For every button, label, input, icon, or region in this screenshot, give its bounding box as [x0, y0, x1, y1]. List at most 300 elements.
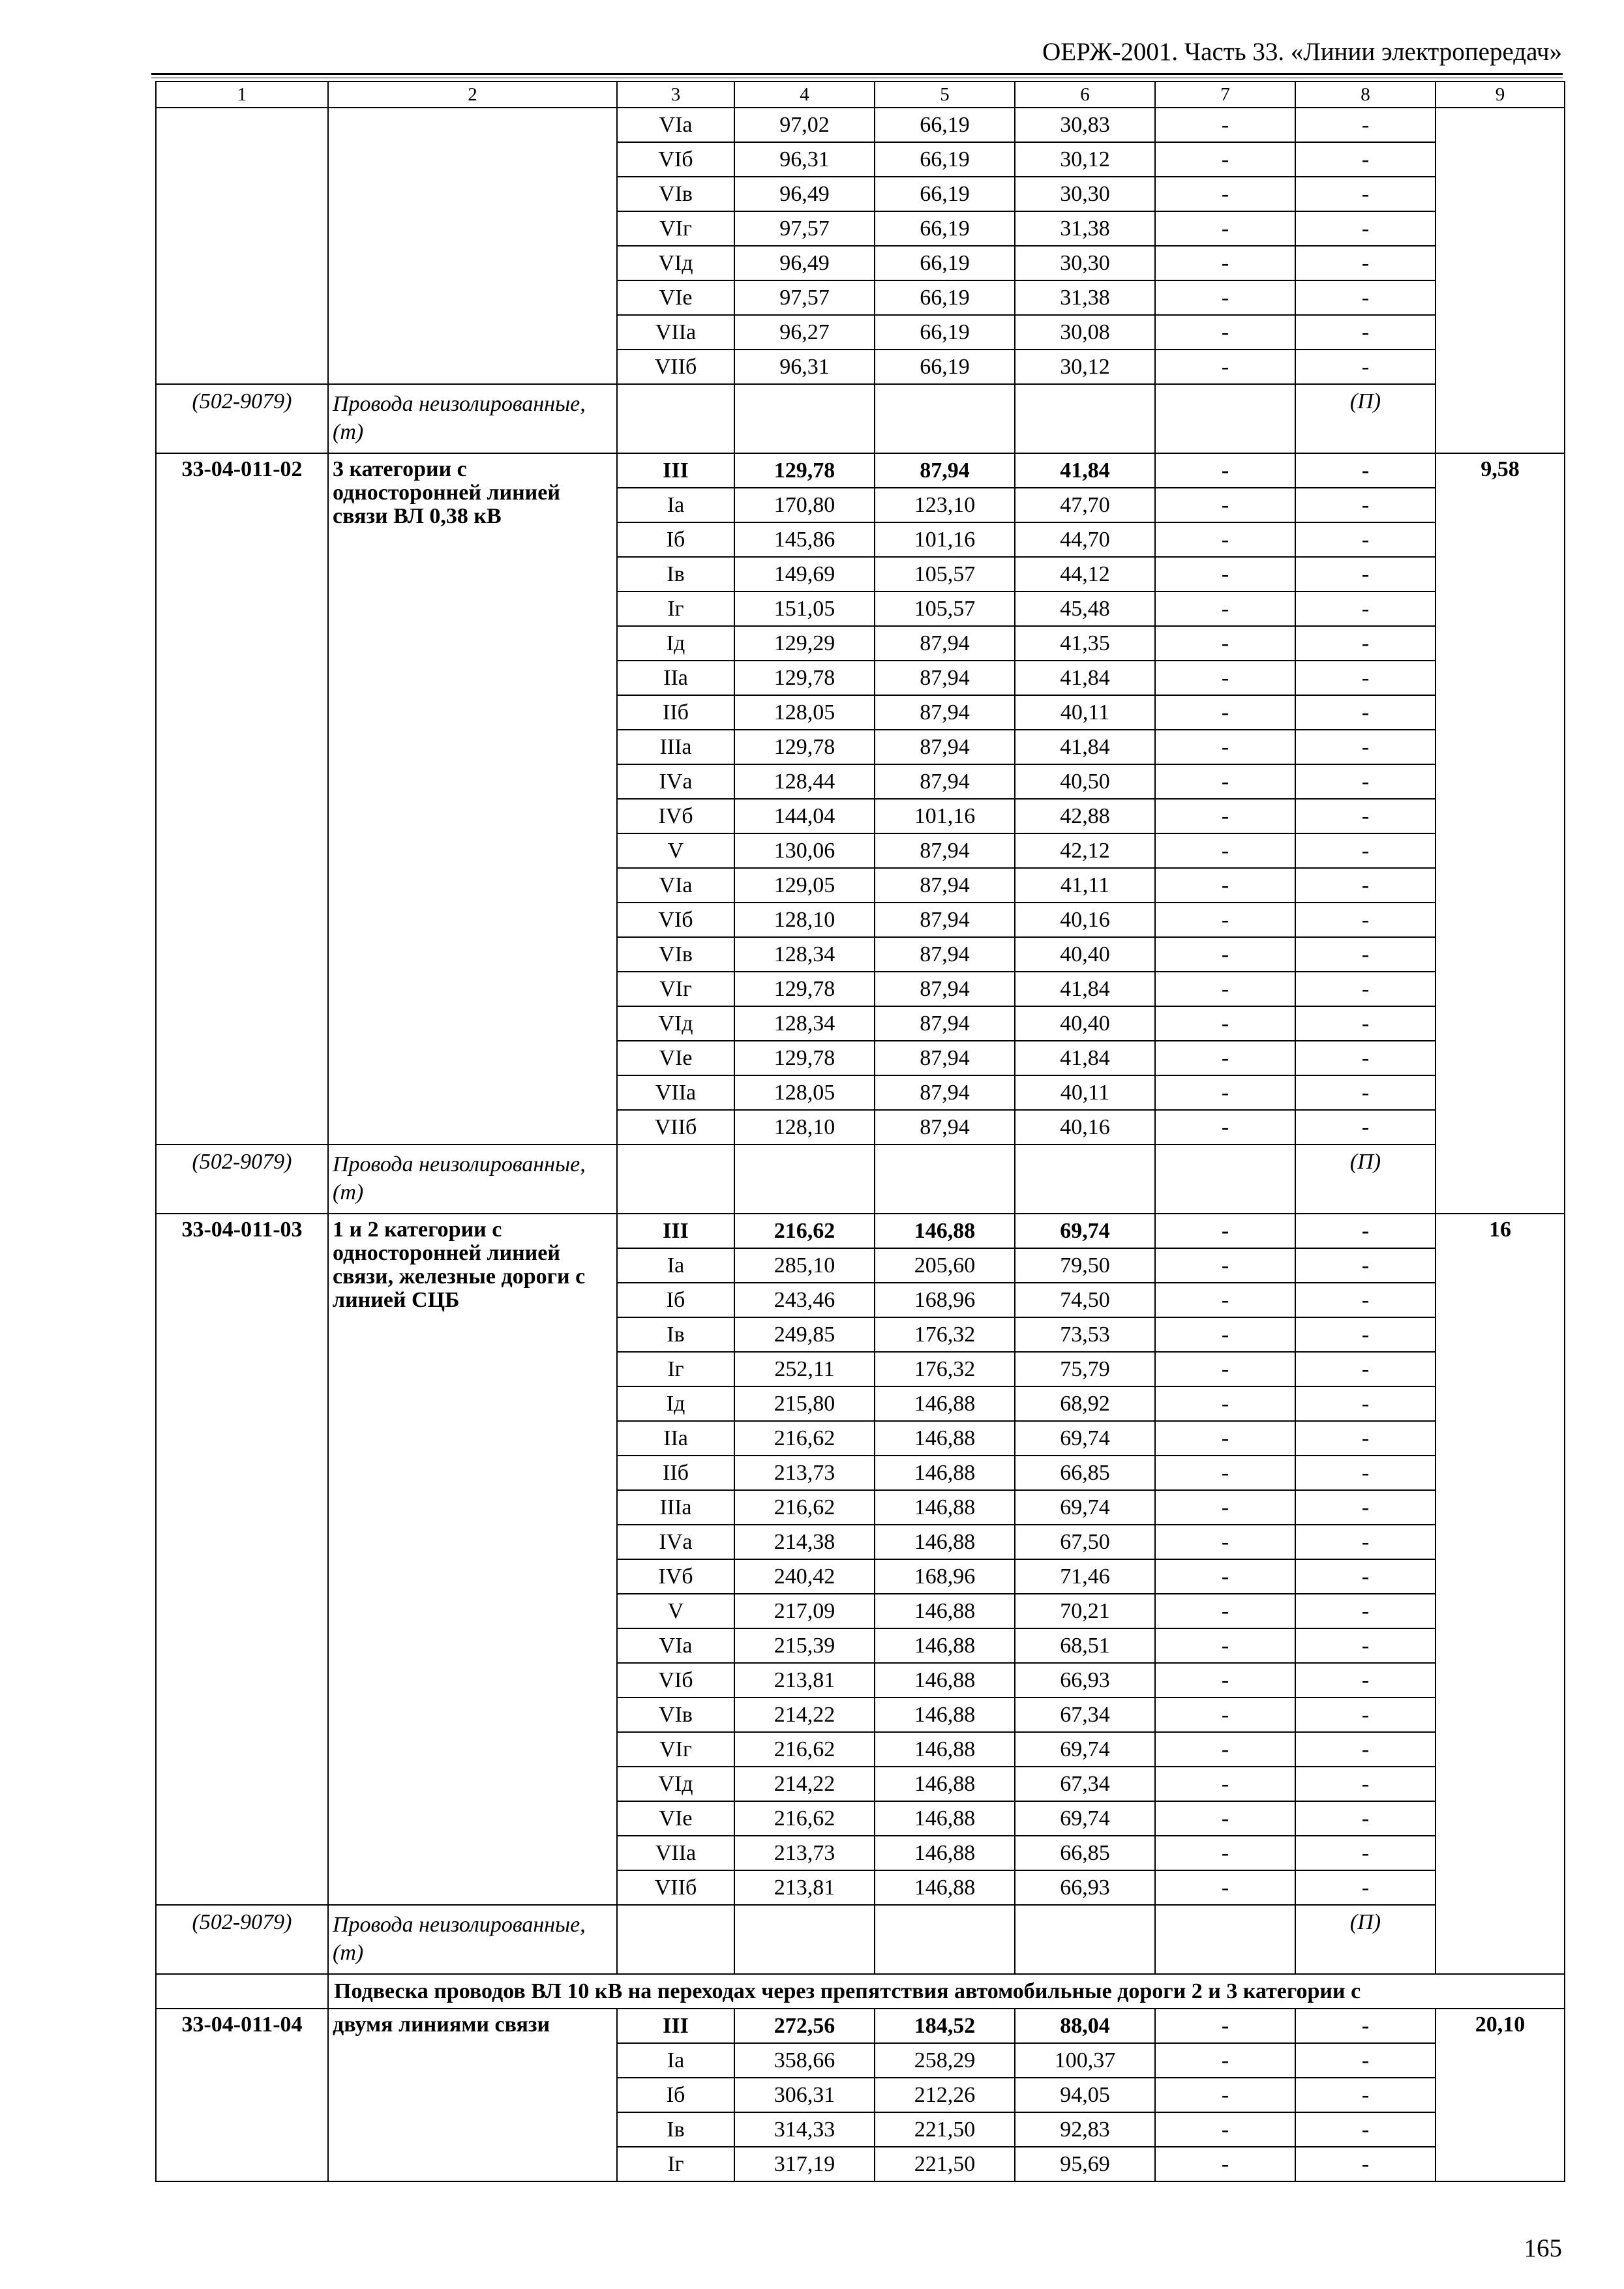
- table-cell: 74,50: [1015, 1283, 1155, 1317]
- material-unit: (П): [1295, 1144, 1436, 1214]
- rate-code: 33-04-011-04: [156, 2009, 328, 2181]
- table-cell: Iа: [617, 1248, 734, 1283]
- table-cell: IVа: [617, 1525, 734, 1559]
- table-cell: 69,74: [1015, 1732, 1155, 1767]
- table-cell: III: [617, 2009, 734, 2043]
- empty-cell: [734, 1905, 875, 1974]
- table-cell: 314,33: [734, 2112, 875, 2147]
- table-cell: -: [1295, 1559, 1436, 1594]
- table-cell: -: [1155, 2043, 1295, 2078]
- empty-cell: [1155, 1144, 1295, 1214]
- table-cell: 87,94: [875, 868, 1015, 903]
- table-cell: 213,81: [734, 1870, 875, 1905]
- table-cell: 30,12: [1015, 142, 1155, 177]
- table-cell: 217,09: [734, 1594, 875, 1628]
- table-cell: 44,70: [1015, 522, 1155, 557]
- table-cell: -: [1295, 177, 1436, 211]
- table-cell: VIг: [617, 211, 734, 246]
- table-cell: 69,74: [1015, 1214, 1155, 1248]
- empty-cell: [156, 1974, 328, 2009]
- table-cell: 96,31: [734, 350, 875, 384]
- table-cell: -: [1155, 591, 1295, 626]
- description-cell: [328, 108, 617, 384]
- table-cell: 146,88: [875, 1594, 1015, 1628]
- table-cell: -: [1155, 488, 1295, 522]
- column-number: 6: [1015, 82, 1155, 108]
- rate-total: 16: [1436, 1214, 1565, 1974]
- table-cell: -: [1295, 799, 1436, 833]
- table-cell: VIв: [617, 937, 734, 972]
- rate-total: 20,10: [1436, 2009, 1565, 2181]
- table-row: [156, 2009, 1565, 2043]
- table-cell: 30,12: [1015, 350, 1155, 384]
- table-cell: Iв: [617, 1317, 734, 1352]
- table-cell: 221,50: [875, 2147, 1015, 2181]
- table-cell: VIв: [617, 177, 734, 211]
- table-cell: 87,94: [875, 1110, 1015, 1144]
- table-cell: -: [1295, 453, 1436, 488]
- material-row: [156, 1144, 1565, 1214]
- table-cell: Iа: [617, 2043, 734, 2078]
- table-cell: -: [1295, 868, 1436, 903]
- table-cell: -: [1295, 1663, 1436, 1698]
- table-cell: -: [1295, 1041, 1436, 1075]
- table-cell: -: [1295, 1214, 1436, 1248]
- section-title: Подвеска проводов ВЛ 10 кВ на переходах через препятствия автомобильные дороги 2 и 3 категории с: [328, 1974, 1565, 2009]
- table-cell: 73,53: [1015, 1317, 1155, 1352]
- table-cell: 100,37: [1015, 2043, 1155, 2078]
- table-cell: -: [1155, 1248, 1295, 1283]
- table-cell: -: [1155, 211, 1295, 246]
- table-cell: -: [1155, 1559, 1295, 1594]
- table-cell: 42,12: [1015, 833, 1155, 868]
- table-cell: -: [1155, 2147, 1295, 2181]
- table-cell: -: [1295, 2009, 1436, 2043]
- table-cell: 216,62: [734, 1421, 875, 1456]
- table-cell: VIIа: [617, 1075, 734, 1110]
- table-cell: VIа: [617, 868, 734, 903]
- table-cell: -: [1155, 142, 1295, 177]
- table-cell: 47,70: [1015, 488, 1155, 522]
- table-cell: 146,88: [875, 1490, 1015, 1525]
- table-cell: 130,06: [734, 833, 875, 868]
- table-cell: -: [1155, 799, 1295, 833]
- table-cell: -: [1155, 1421, 1295, 1456]
- table-cell: 45,48: [1015, 591, 1155, 626]
- table-cell: -: [1155, 1006, 1295, 1041]
- table-cell: 66,19: [875, 211, 1015, 246]
- table-cell: 44,12: [1015, 557, 1155, 591]
- material-code: (502-9079): [156, 1905, 328, 1974]
- table-cell: 97,57: [734, 211, 875, 246]
- table-cell: 79,50: [1015, 1248, 1155, 1283]
- table-cell: 101,16: [875, 522, 1015, 557]
- table-cell: 30,30: [1015, 177, 1155, 211]
- table-cell: -: [1155, 1525, 1295, 1559]
- table-cell: -: [1155, 1594, 1295, 1628]
- table-cell: 30,08: [1015, 315, 1155, 350]
- table-cell: 66,93: [1015, 1870, 1155, 1905]
- table-cell: 146,88: [875, 1628, 1015, 1663]
- empty-cell: [1015, 1144, 1155, 1214]
- table-cell: 146,88: [875, 1663, 1015, 1698]
- table-cell: -: [1295, 1075, 1436, 1110]
- table-cell: -: [1155, 1663, 1295, 1698]
- table-cell: 146,88: [875, 1870, 1015, 1905]
- rate-description: 3 категории с односторонней линией связи ВЛ 0,38 кВ: [328, 453, 617, 1144]
- table-cell: 215,80: [734, 1386, 875, 1421]
- table-cell: 41,84: [1015, 730, 1155, 764]
- table-cell: 87,94: [875, 1006, 1015, 1041]
- table-cell: 214,22: [734, 1698, 875, 1732]
- table-cell: -: [1295, 661, 1436, 695]
- table-cell: -: [1155, 1283, 1295, 1317]
- table-cell: IIб: [617, 1456, 734, 1490]
- table-cell: 146,88: [875, 1698, 1015, 1732]
- table-cell: 146,88: [875, 1525, 1015, 1559]
- table-cell: 31,38: [1015, 211, 1155, 246]
- table-cell: -: [1155, 764, 1295, 799]
- empty-cell: [875, 1905, 1015, 1974]
- table-cell: Iд: [617, 626, 734, 661]
- table-cell: -: [1155, 661, 1295, 695]
- table-cell: 358,66: [734, 2043, 875, 2078]
- table-cell: 40,11: [1015, 1075, 1155, 1110]
- table-cell: 306,31: [734, 2078, 875, 2112]
- empty-cell: [734, 384, 875, 453]
- table-cell: -: [1295, 2078, 1436, 2112]
- table-cell: -: [1155, 626, 1295, 661]
- table-cell: -: [1155, 1490, 1295, 1525]
- table-cell: III: [617, 453, 734, 488]
- table-cell: -: [1155, 695, 1295, 730]
- table-cell: -: [1295, 2043, 1436, 2078]
- table-cell: -: [1295, 2147, 1436, 2181]
- table-cell: 243,46: [734, 1283, 875, 1317]
- table-cell: 88,04: [1015, 2009, 1155, 2043]
- table-cell: IIа: [617, 1421, 734, 1456]
- table-cell: V: [617, 833, 734, 868]
- table-cell: -: [1295, 1628, 1436, 1663]
- table-cell: Iг: [617, 2147, 734, 2181]
- table-cell: 66,85: [1015, 1836, 1155, 1870]
- table-cell: Iв: [617, 557, 734, 591]
- material-unit: (П): [1295, 1905, 1436, 1974]
- table-cell: VIб: [617, 1663, 734, 1698]
- table-cell: 146,88: [875, 1214, 1015, 1248]
- table-cell: IVа: [617, 764, 734, 799]
- table-cell: -: [1155, 315, 1295, 350]
- table-cell: 146,88: [875, 1801, 1015, 1836]
- material-name: Провода неизолированные, (т): [328, 1905, 617, 1974]
- table-cell: IVб: [617, 799, 734, 833]
- rate-code: 33-04-011-02: [156, 453, 328, 1144]
- table-cell: -: [1295, 1110, 1436, 1144]
- table-cell: 285,10: [734, 1248, 875, 1283]
- table-cell: 30,30: [1015, 246, 1155, 280]
- table-cell: VIе: [617, 280, 734, 315]
- table-cell: -: [1295, 626, 1436, 661]
- table-cell: Iд: [617, 1386, 734, 1421]
- table-cell: 129,78: [734, 661, 875, 695]
- table-cell: 41,84: [1015, 1041, 1155, 1075]
- table-cell: 145,86: [734, 522, 875, 557]
- table-cell: -: [1155, 1732, 1295, 1767]
- table-cell: -: [1155, 177, 1295, 211]
- table-cell: IIIа: [617, 1490, 734, 1525]
- table-cell: -: [1155, 868, 1295, 903]
- table-cell: 67,34: [1015, 1698, 1155, 1732]
- table-cell: -: [1295, 2112, 1436, 2147]
- table-cell: V: [617, 1594, 734, 1628]
- table-cell: -: [1155, 1628, 1295, 1663]
- table-cell: -: [1155, 350, 1295, 384]
- table-cell: -: [1295, 833, 1436, 868]
- table-cell: 75,79: [1015, 1352, 1155, 1386]
- table-cell: -: [1295, 108, 1436, 142]
- table-cell: 96,31: [734, 142, 875, 177]
- table-cell: VIе: [617, 1801, 734, 1836]
- empty-cell: [1015, 384, 1155, 453]
- table-cell: 66,19: [875, 246, 1015, 280]
- column-number: 3: [617, 82, 734, 108]
- table-cell: 144,04: [734, 799, 875, 833]
- table-cell: -: [1155, 833, 1295, 868]
- table-cell: -: [1155, 453, 1295, 488]
- table-cell: -: [1155, 937, 1295, 972]
- table-cell: VIг: [617, 972, 734, 1006]
- table-cell: -: [1295, 1732, 1436, 1767]
- material-unit: (П): [1295, 384, 1436, 453]
- table-cell: VIа: [617, 1628, 734, 1663]
- table-cell: VIд: [617, 246, 734, 280]
- table-cell: -: [1155, 1214, 1295, 1248]
- table-cell: -: [1295, 280, 1436, 315]
- table-cell: 216,62: [734, 1732, 875, 1767]
- rate-code: 33-04-011-03: [156, 1214, 328, 1905]
- table-cell: VIв: [617, 1698, 734, 1732]
- running-header: ОЕРЖ-2001. Часть 33. «Линии электропередач»: [1042, 38, 1562, 66]
- table-cell: VIIа: [617, 1836, 734, 1870]
- table-cell: 41,35: [1015, 626, 1155, 661]
- table-cell: 40,50: [1015, 764, 1155, 799]
- table-cell: 205,60: [875, 1248, 1015, 1283]
- table-cell: 42,88: [1015, 799, 1155, 833]
- rate-description: 1 и 2 категории с односторонней линией связи, железные дороги с линией СЦБ: [328, 1214, 617, 1905]
- table-cell: Iг: [617, 591, 734, 626]
- table-cell: -: [1295, 1801, 1436, 1836]
- table-cell: 31,38: [1015, 280, 1155, 315]
- table-cell: 87,94: [875, 1041, 1015, 1075]
- table-cell: -: [1295, 488, 1436, 522]
- table-cell: -: [1295, 522, 1436, 557]
- table-cell: -: [1155, 972, 1295, 1006]
- table-cell: -: [1295, 1870, 1436, 1905]
- table-cell: -: [1295, 591, 1436, 626]
- empty-cell: [1015, 1905, 1155, 1974]
- table-cell: -: [1155, 2112, 1295, 2147]
- table-cell: -: [1295, 1767, 1436, 1801]
- table-cell: Iб: [617, 1283, 734, 1317]
- table-cell: 149,69: [734, 557, 875, 591]
- table-cell: 128,44: [734, 764, 875, 799]
- table-cell: 66,19: [875, 142, 1015, 177]
- table-cell: -: [1295, 1248, 1436, 1283]
- table-cell: 71,46: [1015, 1559, 1155, 1594]
- table-cell: VIд: [617, 1767, 734, 1801]
- table-cell: 129,78: [734, 453, 875, 488]
- table-cell: 40,40: [1015, 1006, 1155, 1041]
- table-cell: -: [1295, 1594, 1436, 1628]
- table-cell: IVб: [617, 1559, 734, 1594]
- empty-cell: [875, 1144, 1015, 1214]
- table-cell: 67,34: [1015, 1767, 1155, 1801]
- table-cell: 249,85: [734, 1317, 875, 1352]
- table-cell: 87,94: [875, 903, 1015, 937]
- table-cell: 68,92: [1015, 1386, 1155, 1421]
- code-cell: [156, 108, 328, 384]
- table-cell: -: [1155, 1386, 1295, 1421]
- table-cell: 67,50: [1015, 1525, 1155, 1559]
- table-cell: 101,16: [875, 799, 1015, 833]
- rate-description: двумя линиями связи: [328, 2009, 617, 2181]
- table-cell: 168,96: [875, 1559, 1015, 1594]
- table-cell: 184,52: [875, 2009, 1015, 2043]
- empty-cell: [1155, 1905, 1295, 1974]
- table-cell: 128,10: [734, 1110, 875, 1144]
- empty-cell: [617, 384, 734, 453]
- table-cell: -: [1155, 1041, 1295, 1075]
- table-cell: -: [1155, 1870, 1295, 1905]
- table-cell: 69,74: [1015, 1801, 1155, 1836]
- table-cell: 97,02: [734, 108, 875, 142]
- table-cell: 40,40: [1015, 937, 1155, 972]
- table-cell: VIб: [617, 142, 734, 177]
- table-cell: Iа: [617, 488, 734, 522]
- total-cell: [1436, 108, 1565, 453]
- table-cell: 92,83: [1015, 2112, 1155, 2147]
- table-cell: VIа: [617, 108, 734, 142]
- table-cell: 96,49: [734, 246, 875, 280]
- table-cell: 146,88: [875, 1456, 1015, 1490]
- table-cell: 87,94: [875, 730, 1015, 764]
- empty-cell: [875, 384, 1015, 453]
- table-cell: 69,74: [1015, 1490, 1155, 1525]
- table-cell: VIг: [617, 1732, 734, 1767]
- table-cell: 213,73: [734, 1836, 875, 1870]
- empty-cell: [734, 1144, 875, 1214]
- table-cell: -: [1155, 246, 1295, 280]
- table-cell: 317,19: [734, 2147, 875, 2181]
- table-cell: -: [1295, 764, 1436, 799]
- table-cell: 168,96: [875, 1283, 1015, 1317]
- table-cell: 40,16: [1015, 903, 1155, 937]
- table-cell: 129,29: [734, 626, 875, 661]
- column-number: 5: [875, 82, 1015, 108]
- table-cell: -: [1295, 1698, 1436, 1732]
- table-row: [156, 1214, 1565, 1248]
- table-cell: 216,62: [734, 1490, 875, 1525]
- table-cell: -: [1155, 1317, 1295, 1352]
- table-cell: 128,05: [734, 695, 875, 730]
- table-cell: 252,11: [734, 1352, 875, 1386]
- table-cell: IIIа: [617, 730, 734, 764]
- column-number: 9: [1436, 82, 1565, 108]
- table-cell: 94,05: [1015, 2078, 1155, 2112]
- table-cell: -: [1155, 1456, 1295, 1490]
- table-cell: 70,21: [1015, 1594, 1155, 1628]
- table-cell: -: [1155, 1352, 1295, 1386]
- table-cell: 146,88: [875, 1421, 1015, 1456]
- table-cell: -: [1295, 1456, 1436, 1490]
- table-cell: -: [1295, 211, 1436, 246]
- table-cell: -: [1295, 695, 1436, 730]
- table-cell: -: [1295, 142, 1436, 177]
- table-cell: 216,62: [734, 1214, 875, 1248]
- empty-cell: [617, 1905, 734, 1974]
- table-cell: VIIб: [617, 1870, 734, 1905]
- table-cell: 87,94: [875, 972, 1015, 1006]
- table-cell: 68,51: [1015, 1628, 1155, 1663]
- table-cell: -: [1155, 2009, 1295, 2043]
- table-cell: 123,10: [875, 488, 1015, 522]
- rate-total: 9,58: [1436, 453, 1565, 1214]
- header-rule-thick: [151, 73, 1563, 75]
- table-cell: 41,11: [1015, 868, 1155, 903]
- table-cell: 129,78: [734, 972, 875, 1006]
- table-cell: -: [1295, 903, 1436, 937]
- table-cell: -: [1295, 1386, 1436, 1421]
- table-cell: 129,05: [734, 868, 875, 903]
- table-cell: Iг: [617, 1352, 734, 1386]
- table-cell: 176,32: [875, 1352, 1015, 1386]
- material-code: (502-9079): [156, 384, 328, 453]
- column-number: 4: [734, 82, 875, 108]
- column-number: 7: [1155, 82, 1295, 108]
- material-name: Провода неизолированные, (т): [328, 1144, 617, 1214]
- table-cell: 87,94: [875, 833, 1015, 868]
- table-cell: 40,16: [1015, 1110, 1155, 1144]
- table-cell: 146,88: [875, 1767, 1015, 1801]
- column-number: 2: [328, 82, 617, 108]
- table-cell: 66,85: [1015, 1456, 1155, 1490]
- table-cell: Iв: [617, 2112, 734, 2147]
- table-cell: 128,34: [734, 1006, 875, 1041]
- table-cell: VIIа: [617, 315, 734, 350]
- table-cell: 66,19: [875, 177, 1015, 211]
- table-row: [156, 108, 1565, 142]
- table-cell: 146,88: [875, 1836, 1015, 1870]
- material-row: [156, 384, 1565, 453]
- table-cell: 66,19: [875, 315, 1015, 350]
- table-cell: VIд: [617, 1006, 734, 1041]
- page-number: 165: [1524, 2234, 1562, 2262]
- table-cell: 41,84: [1015, 453, 1155, 488]
- table-cell: -: [1155, 1767, 1295, 1801]
- table-cell: -: [1155, 108, 1295, 142]
- table-cell: -: [1295, 1352, 1436, 1386]
- material-row: [156, 1905, 1565, 1974]
- table-cell: -: [1155, 1836, 1295, 1870]
- table-cell: VIIб: [617, 1110, 734, 1144]
- table-cell: Iб: [617, 2078, 734, 2112]
- table-cell: -: [1155, 730, 1295, 764]
- table-cell: 87,94: [875, 453, 1015, 488]
- table-cell: 87,94: [875, 626, 1015, 661]
- table-cell: 170,80: [734, 488, 875, 522]
- table-cell: III: [617, 1214, 734, 1248]
- table-cell: 66,19: [875, 280, 1015, 315]
